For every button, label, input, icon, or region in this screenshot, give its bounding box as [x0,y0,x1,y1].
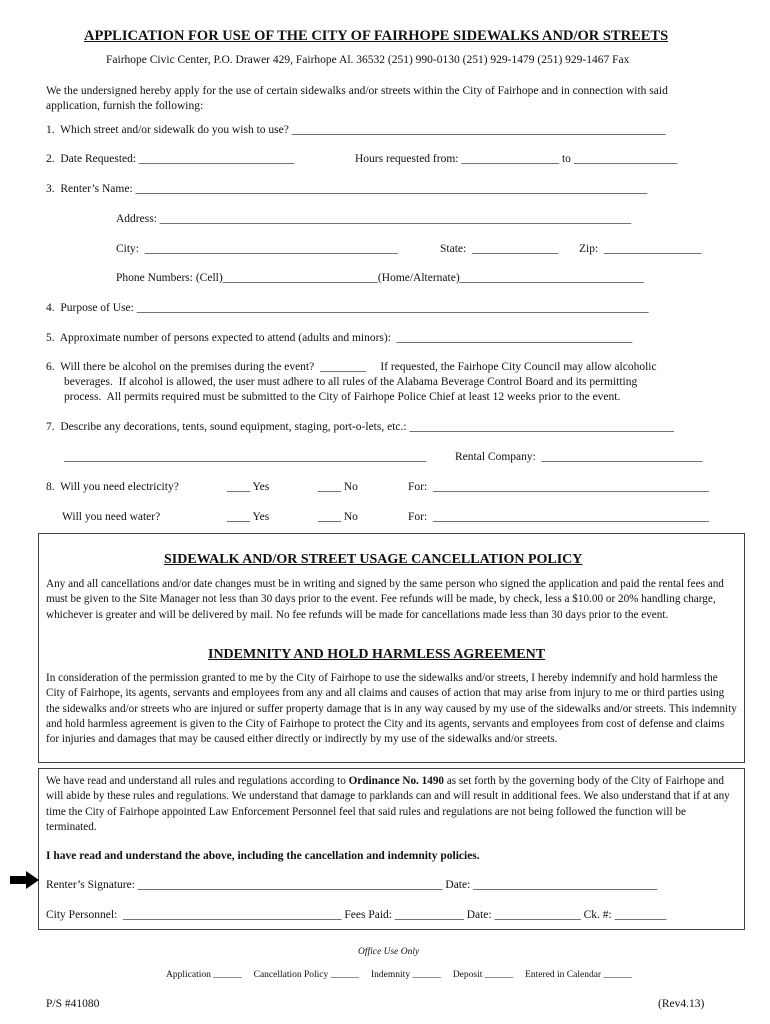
intro-line-1: We the undersigned hereby apply for the use of certain sidewalks and/or streets within the City of Fairhope and in connection with said [46,85,668,97]
water-for-field[interactable]: For: ________________________________________________ [408,511,709,523]
state-field[interactable]: State: _______________ [440,243,559,255]
form-title: APPLICATION FOR USE OF THE CITY OF FAIRHOPE SIDEWALKS AND/OR STREETS [84,28,669,44]
intro-line-2: application, furnish the following: [46,100,204,112]
zip-field[interactable]: Zip: _________________ [579,243,702,255]
arrow-right-icon [10,871,40,889]
electricity-for-field[interactable]: For: ________________________________________________ [408,481,709,493]
electricity-yes[interactable]: ____ Yes [227,481,270,493]
renter-signature-field[interactable]: Renter’s Signature: _____________________________________________________ Date: ________________________________ [46,879,658,891]
hours-requested-field[interactable]: Hours requested from: _________________ to __________________ [355,153,678,165]
office-use-title: Office Use Only [358,947,420,957]
ordinance-number: Ordinance No. 1490 [348,775,445,787]
electricity-question: 8. Will you need electricity? [46,481,179,493]
agreement-text-pre: We have read and understand all rules and regulations according to [46,775,349,787]
purpose-of-use-field[interactable]: 4. Purpose of Use: _________________________________________________________________________________________ [46,302,649,314]
revision-label: (Rev4.13) [658,998,705,1010]
cancellation-text: Any and all cancellations and/or date changes must be in writing and signed by the same person who signed the application and paid the rental fees and must be given to the Site Manager not less than 30 days prior to the event. Fee refunds will be made, by check, less a $10.00 or 20% handling charge, whichever is greater and will be delivered by mail. No fee refunds will be made for cancellations made less than 30 days prior to the event. [46,578,724,621]
city-personnel-field[interactable]: City Personnel: ______________________________________ Fees Paid: ____________ Date: _______________ Ck. #: _________ [46,909,667,921]
alcohol-note-line-3: process. All permits required must be submitted to the City of Fairhope Police Chief at least 12 weeks prior to the event. [64,391,621,403]
acknowledgement-statement: I have read and understand the above, including the cancellation and indemnity policies. [46,850,480,862]
attendance-field[interactable]: 5. Approximate number of persons expected to attend (adults and minors): _________________________________________ [46,332,633,344]
water-yes[interactable]: ____ Yes [227,511,270,523]
date-requested-field[interactable]: 2. Date Requested: ___________________________ [46,153,295,165]
indemnity-heading: INDEMNITY AND HOLD HARMLESS AGREEMENT [208,647,546,662]
indemnity-text: In consideration of the permission granted to me by the City of Fairhope to use the sidewalks and/or streets, I hereby indemnify and hold harmless the City of Fairhope, its agents, servants and employees from any and all claims and causes of action that may arise from injury to me or third parties using the sidewalks and/or streets who are injured or suffer property damage that is in any way caused by my use of the sidewalks and/or streets. This indemnity and hold harmless agreement is given to the City of Fairhope to protect the City and its agents, servants and employees from cost of defense and claims for injuries and damages that may be caused either directly or indirectly by my use of the sidewalks and/or streets. [46,672,737,746]
rental-company-field[interactable]: Rental Company: ____________________________ [455,451,703,463]
agreement-text [46,774,738,835]
phone-numbers-field[interactable]: Phone Numbers: (Cell)___________________________(Home/Alternate)________________________________ [116,272,644,284]
civic-center-address: Fairhope Civic Center, P.O. Drawer 429, Fairhope Al. 36532 (251) 990-0130 (251) 929-1479 (251) 929-1467 Fax [106,54,630,66]
electricity-no[interactable]: ____ No [318,481,358,493]
office-use-checklist: Application ______ Cancellation Policy ______ Indemnity ______ Deposit ______ Entered in Calendar ______ [166,970,632,980]
cancellation-heading: SIDEWALK AND/OR STREET USAGE CANCELLATION POLICY [164,552,583,567]
street-sidewalk-field[interactable]: 1. Which street and/or sidewalk do you wish to use? _________________________________________________________________ [46,124,666,136]
water-no[interactable]: ____ No [318,511,358,523]
city-field[interactable]: City: ____________________________________________ [116,243,398,255]
water-question: Will you need water? [62,511,161,523]
renter-name-field[interactable]: 3. Renter’s Name: _________________________________________________________________________________________ [46,183,648,195]
alcohol-field[interactable]: 6. Will there be alcohol on the premises during the event? ________ If requested, the Fairhope City Council may allow alcoholic [46,361,657,373]
alcohol-note-line-2: beverages. If alcohol is allowed, the user must adhere to all rules of the Alabama Beverage Control Board and its permitting [64,376,638,388]
address-field[interactable]: Address: __________________________________________________________________________________ [116,213,632,225]
ps-number: P/S #41080 [46,998,100,1010]
agreement-text-post: as set forth by the governing body of the City of Fairhope and will abide by these rules and regulations. We understand that damage to parklands can and will result in additional fees. We also understand that if at any time the City of Fairhope appointed Law Enforcement Personnel feel that said rules and regulations are not being followed the function will be terminated. [46,775,730,833]
decorations-field-continued[interactable]: _______________________________________________________________ [64,451,427,463]
decorations-field[interactable]: 7. Describe any decorations, tents, sound equipment, staging, port-o-lets, etc.: ______________________________________________ [46,421,674,433]
